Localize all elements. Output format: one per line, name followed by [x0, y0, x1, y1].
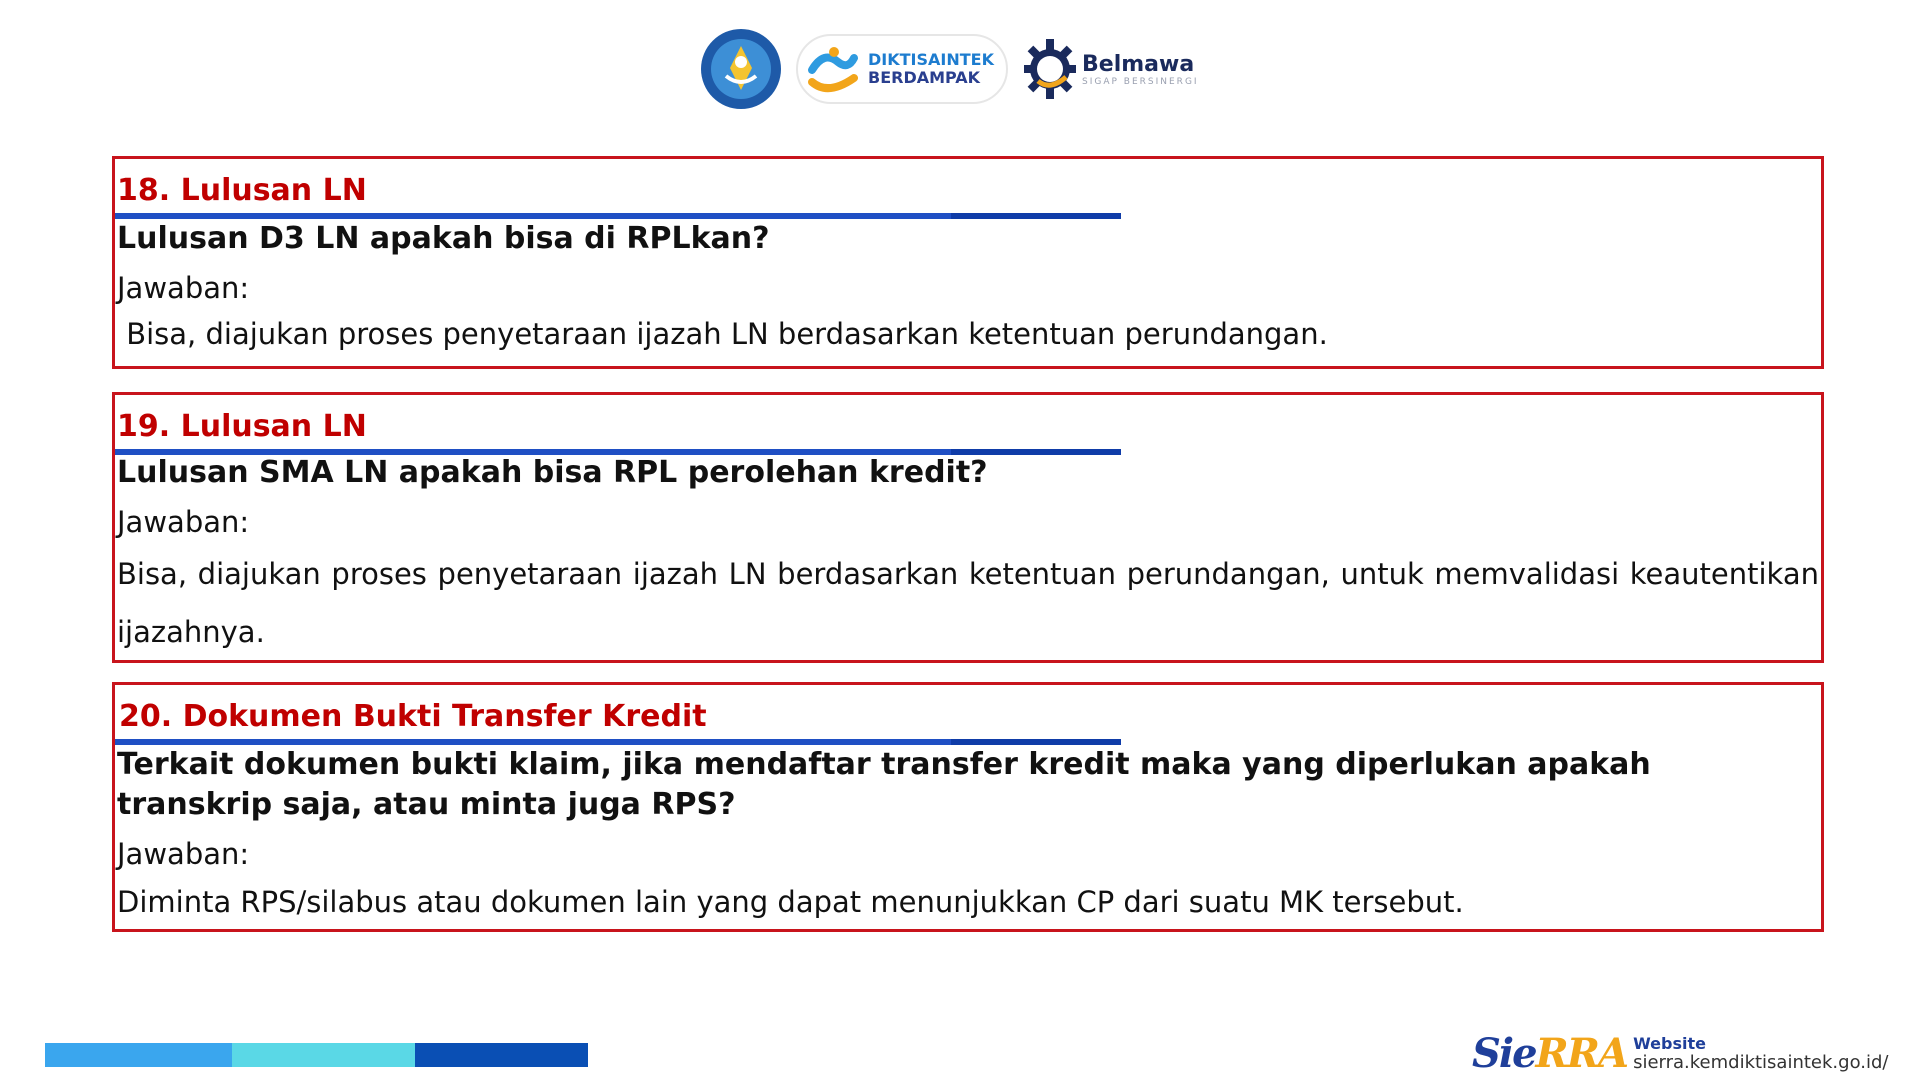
website-label: Website [1633, 1033, 1706, 1053]
faq-answer: Bisa, diajukan proses penyetaraan ijazah LN berdasarkan ketentuan perundangan, untuk memvalidasi keautentikan ijazahnya. [117, 557, 1819, 649]
faq-title: 19. Lulusan LN [117, 409, 367, 444]
faq-question-line2: transkrip saja, atau minta juga RPS? [117, 787, 736, 822]
tut-wuri-handayani-logo [700, 28, 782, 110]
footer-bar-3 [415, 1043, 588, 1067]
faq-question: Lulusan SMA LN apakah bisa RPL perolehan kredit? [117, 455, 988, 490]
answer-label: Jawaban: [117, 505, 250, 539]
dikti-logo-line1: DIKTISAINTEK [868, 50, 994, 69]
faq-card-18 [112, 156, 1824, 369]
sierra-logo-text-1: Sie [1472, 1030, 1536, 1077]
sierra-logo [1472, 1030, 1627, 1077]
belmawa-name: Belmawa [1082, 51, 1195, 77]
footer-bar-1 [45, 1043, 232, 1067]
faq-question-line1: Terkait dokumen bukti klaim, jika mendaftar transfer kredit maka yang diperlukan apakah [117, 747, 1651, 782]
diktisaintek-berdampak-logo [796, 34, 1008, 104]
website-link[interactable]: sierra.kemdiktisaintek.go.id/ [1633, 1051, 1889, 1073]
faq-answer: Bisa, diajukan proses penyetaraan ijazah LN berdasarkan ketentuan perundangan. [117, 317, 1328, 351]
belmawa-tagline: SIGAP BERSINERGI [1082, 76, 1199, 87]
footer-website [1472, 1030, 1888, 1077]
answer-label: Jawaban: [117, 837, 250, 871]
faq-title: 18. Lulusan LN [117, 173, 367, 208]
belmawa-logo [1022, 37, 1199, 101]
gear-icon [1022, 37, 1078, 101]
faq-question: Lulusan D3 LN apakah bisa di RPLkan? [117, 221, 770, 256]
diktisaintek-emblem-icon [804, 40, 862, 98]
faq-answer: Diminta RPS/silabus atau dokumen lain yang dapat menunjukkan CP dari suatu MK tersebut. [117, 885, 1464, 919]
answer-label: Jawaban: [117, 271, 250, 305]
sierra-logo-text-2: RRA [1535, 1030, 1628, 1077]
faq-card-19 [112, 392, 1824, 663]
footer-bar-2 [232, 1043, 415, 1067]
faq-title: 20. Dokumen Bukti Transfer Kredit [119, 699, 707, 734]
faq-question [117, 745, 1651, 825]
header-logos [700, 28, 1199, 110]
footer-color-bars [45, 1043, 588, 1067]
faq-card-20 [112, 682, 1824, 932]
dikti-logo-line2: BERDAMPAK [868, 68, 981, 87]
